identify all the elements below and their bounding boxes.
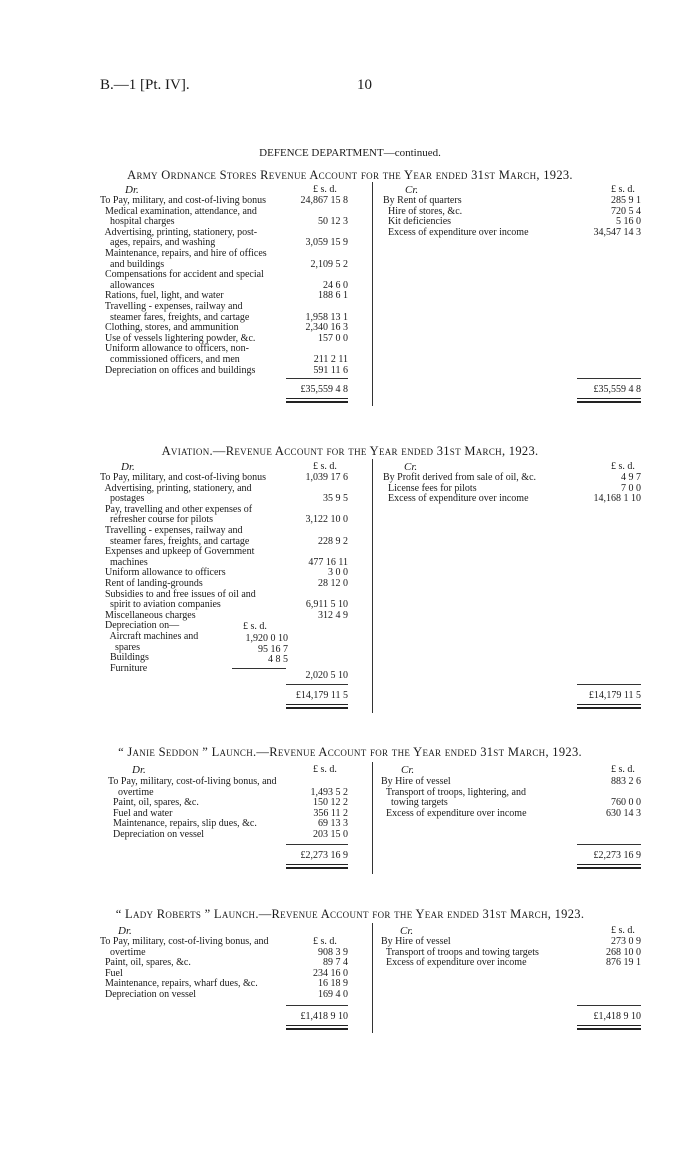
ledger-amount: 630 14 3 xyxy=(606,807,641,819)
ledger-amount: 1,039 17 6 xyxy=(305,472,348,483)
ledger-description: Miscellaneous charges xyxy=(100,609,196,621)
ledger-description: License fees for pilots xyxy=(383,482,477,494)
ledger-description: To Pay, military, and cost-of-living bonus xyxy=(100,195,267,206)
ledger-description: By Hire of vessel xyxy=(381,776,451,787)
total-credit: £2,273 16 9 xyxy=(593,850,641,861)
ledger-description: Fuel and water xyxy=(108,807,173,819)
ledger-description: spirit to aviation companies xyxy=(100,599,221,611)
ledger-description: Maintenance, repairs, wharf dues, &c. xyxy=(100,978,258,990)
dr-heading: Dr. xyxy=(118,925,132,937)
ledger-description: To Pay, military, cost-of-living bonus, and xyxy=(100,936,269,947)
ledger-description: Rations, fuel, light, and water xyxy=(100,290,224,302)
cr-heading: Cr. xyxy=(401,764,415,776)
ledger-amount: 35 9 5 xyxy=(323,493,348,505)
ledger-amount: 7 0 0 xyxy=(621,482,641,494)
ledger-amount: 228 9 2 xyxy=(318,535,348,547)
ledger-description: To Pay, military, cost-of-living bonus, and xyxy=(108,776,277,787)
double-rule xyxy=(577,864,641,869)
total-rule xyxy=(577,684,641,685)
total-rule xyxy=(577,1005,641,1006)
dr-heading: Dr. xyxy=(125,184,139,196)
total-debit: £14,179 11 5 xyxy=(295,690,348,701)
ledger-description: Depreciation on offices and buildings xyxy=(100,364,256,376)
ledger-amount: 69 13 3 xyxy=(318,818,348,830)
total-rule xyxy=(286,378,348,379)
ledger-description: Uniform allowance to officers xyxy=(100,567,226,579)
double-rule xyxy=(286,1025,348,1030)
money-heading: £ s. d. xyxy=(313,184,337,195)
double-rule xyxy=(286,704,348,709)
ledger-amount: 720 5 4 xyxy=(611,205,641,217)
ledger-description: Transport of troops, lightering, and xyxy=(381,786,526,798)
dr-heading: Dr. xyxy=(121,461,135,473)
ledger-description: Medical examination, attendance, and xyxy=(100,205,257,217)
ledger-description: Buildings xyxy=(100,652,149,664)
ledger-amount: 50 12 3 xyxy=(318,216,348,228)
department-title-text: DEFENCE DEPARTMENT—continued. xyxy=(259,147,441,159)
total-credit: £14,179 11 5 xyxy=(588,690,641,701)
column-divider xyxy=(372,762,373,874)
double-rule xyxy=(286,864,348,869)
depreciation-sub-amount: 95 16 7 xyxy=(258,643,288,655)
ledger-amount: 908 3 9 xyxy=(318,946,348,958)
ledger-description: Use of vessels lightering powder, &c. xyxy=(100,332,256,344)
page-number: 10 xyxy=(357,77,372,93)
ledger-description: By Profit derived from sale of oil, &c. xyxy=(383,472,537,483)
ledger-description: overtime xyxy=(108,786,154,798)
total-credit: £35,559 4 8 xyxy=(593,384,641,395)
total-rule xyxy=(286,844,348,845)
ledger-amount: 273 0 9 xyxy=(611,936,641,947)
ledger-amount: 356 11 2 xyxy=(313,807,348,819)
total-debit: £1,418 9 10 xyxy=(300,1011,348,1022)
ledger-amount: 760 0 0 xyxy=(611,797,641,809)
amount: 2,020 5 10 xyxy=(305,670,348,681)
ledger-amount: 591 11 6 xyxy=(313,364,348,376)
ledger-amount: 150 12 2 xyxy=(313,797,348,809)
ledger-description: Depreciation on vessel xyxy=(100,989,197,1000)
ledger-amount: 34,547 14 3 xyxy=(593,226,641,238)
ledger-description: Paint, oil, spares, &c. xyxy=(100,957,191,969)
ledger-description: Excess of expenditure over income xyxy=(383,493,529,505)
ledger-amount: 1,493 5 2 xyxy=(310,786,348,798)
money-heading: £ s. d. xyxy=(611,764,635,775)
ledger-amount: 883 2 6 xyxy=(611,776,641,787)
money-heading: £ s. d. xyxy=(313,461,337,472)
ledger-amount: 14,168 1 10 xyxy=(593,493,641,505)
ledger-amount: 285 9 1 xyxy=(611,195,641,206)
double-rule xyxy=(577,1025,641,1030)
ledger-description: steamer fares, freights, and cartage xyxy=(100,535,250,547)
ledger-amount: 234 16 0 xyxy=(313,967,348,979)
cr-heading: Cr. xyxy=(405,184,419,196)
ledger-description: Excess of expenditure over income xyxy=(381,957,527,969)
ledger-description: Compensations for accident and special xyxy=(100,269,264,281)
ledger-description: Rent of landing-grounds xyxy=(100,578,203,589)
ledger-description: Advertising, printing, stationery, post- xyxy=(100,226,258,238)
total-rule xyxy=(286,684,348,685)
double-rule xyxy=(577,704,641,709)
ledger-amount: 1,958 13 1 xyxy=(305,311,348,323)
ledger-description: Hire of stores, &c. xyxy=(383,205,463,217)
ledger-description: Excess of expenditure over income xyxy=(383,226,529,238)
ledger-amount: 157 0 0 xyxy=(318,332,348,344)
ledger-amount: 5 16 0 xyxy=(616,216,641,228)
ledger-amount: 169 4 0 xyxy=(318,989,348,1000)
money-heading: £ s. d. xyxy=(611,925,635,936)
ledger-description: allowances xyxy=(100,279,155,291)
ledger-description: Subsidies to and free issues of oil and xyxy=(100,588,256,600)
ledger-amount: 6,911 5 10 xyxy=(305,599,348,611)
ledger-amount: 28 12 0 xyxy=(318,578,348,589)
subtotal-rule xyxy=(232,668,286,669)
depreciation-sub-amount: 4 8 5 xyxy=(268,654,288,666)
ledger-description: Furniture xyxy=(100,662,148,674)
double-rule xyxy=(286,398,348,403)
ledger-description: towing targets xyxy=(381,797,448,809)
ledger-description: Clothing, stores, and ammunition xyxy=(100,322,239,334)
ledger-description: By Rent of quarters xyxy=(383,195,462,206)
ledger-description: Travelling - expenses, railway and xyxy=(100,301,243,312)
ledger-amount: 477 16 11 xyxy=(308,556,348,568)
page-reference: B.—1 [Pt. IV]. xyxy=(100,77,190,93)
ledger-amount: 2,109 5 2 xyxy=(310,258,348,270)
money-heading: £ s. d. xyxy=(313,936,337,947)
ledger-description: To Pay, military, and cost-of-living bonus xyxy=(100,472,267,483)
ledger-amount: 268 10 0 xyxy=(606,946,641,958)
ledger-description: machines xyxy=(100,556,148,568)
money-heading: £ s. d. xyxy=(313,764,337,775)
section-title: Army Ordnance Stores Revenue Account for the Year ended 31st March, 1923. xyxy=(127,168,573,182)
ledger-amount: 16 18 9 xyxy=(318,978,348,990)
double-rule xyxy=(577,398,641,403)
ledger-description: Fuel xyxy=(100,967,123,979)
total-debit: £2,273 16 9 xyxy=(300,850,348,861)
ledger-amount: 188 6 1 xyxy=(318,290,348,302)
ledger-description: Travelling - expenses, railway and xyxy=(100,525,243,536)
section-title: “ Lady Roberts ” Launch.—Revenue Account for the Year ended 31st March, 1923. xyxy=(115,907,585,921)
ledger-description: Transport of troops and towing targets xyxy=(381,946,539,958)
depreciation-sub-amount: 1,920 0 10 xyxy=(245,633,288,644)
ledger-description: By Hire of vessel xyxy=(381,936,451,947)
total-rule xyxy=(577,844,641,845)
ledger-description: postages xyxy=(100,493,145,505)
money-heading: £ s. d. xyxy=(611,184,635,195)
section-title: Aviation.—Revenue Account for the Year ended 31st March, 1923. xyxy=(161,444,539,458)
ledger-description: hospital charges xyxy=(100,216,175,228)
ledger-description: Advertising, printing, stationery, and xyxy=(100,482,252,494)
ledger-description: commissioned officers, and men xyxy=(100,354,240,365)
total-credit: £1,418 9 10 xyxy=(593,1011,641,1022)
ledger-description: Depreciation on— xyxy=(100,620,180,632)
total-rule xyxy=(286,1005,348,1006)
ledger-description: Maintenance, repairs, and hire of offices xyxy=(100,248,267,259)
ledger-description: Maintenance, repairs, slip dues, &c. xyxy=(108,818,257,830)
ledger-amount: 3 0 0 xyxy=(328,567,348,579)
ledger-amount: 24,867 15 8 xyxy=(300,195,348,206)
ledger-amount: 203 15 0 xyxy=(313,829,348,840)
ledger-amount: 89 7 4 xyxy=(323,957,348,969)
ledger-description: steamer fares, freights, and cartage xyxy=(100,311,250,323)
ledger-description: Uniform allowance to officers, non- xyxy=(100,343,249,355)
ledger-description: Depreciation on vessel xyxy=(108,829,205,840)
column-divider xyxy=(372,182,373,406)
ledger-amount: 4 9 7 xyxy=(621,472,641,483)
ledger-description: and buildings xyxy=(100,258,165,270)
ledger-description: Paint, oil, spares, &c. xyxy=(108,797,199,809)
ledger-description: Excess of expenditure over income xyxy=(381,807,527,819)
total-debit: £35,559 4 8 xyxy=(300,384,348,395)
cr-heading: Cr. xyxy=(400,925,414,937)
column-divider xyxy=(372,923,373,1033)
ledger-amount: 3,122 10 0 xyxy=(305,514,348,526)
ledger-description: spares xyxy=(100,641,140,653)
ledger-amount: 211 2 11 xyxy=(313,354,348,365)
cr-heading: Cr. xyxy=(404,461,418,473)
ledger-description: ages, repairs, and washing xyxy=(100,237,216,249)
ledger-description: Pay, travelling and other expenses of xyxy=(100,503,253,515)
ledger-description: refresher course for pilots xyxy=(100,514,214,526)
ledger-amount: 3,059 15 9 xyxy=(305,237,348,249)
money-heading: £ s. d. xyxy=(611,461,635,472)
ledger-description: Aircraft machines and xyxy=(100,631,199,642)
dr-heading: Dr. xyxy=(132,764,146,776)
section-title: “ Janie Seddon ” Launch.—Revenue Account for the Year ended 31st March, 1923. xyxy=(118,745,582,759)
ledger-description: Expenses and upkeep of Government xyxy=(100,546,255,558)
total-rule xyxy=(577,378,641,379)
ledger-amount: 24 6 0 xyxy=(323,279,348,291)
ledger-amount: 876 19 1 xyxy=(606,957,641,969)
department-title xyxy=(0,147,700,159)
ledger-description: Kit deficiencies xyxy=(383,216,452,228)
column-divider xyxy=(372,459,373,713)
ledger-amount: 2,340 16 3 xyxy=(305,322,348,334)
ledger-amount: 312 4 9 xyxy=(318,609,348,621)
depreciation-money-heading: £ s. d. xyxy=(243,621,267,632)
ledger-description: overtime xyxy=(100,946,146,958)
